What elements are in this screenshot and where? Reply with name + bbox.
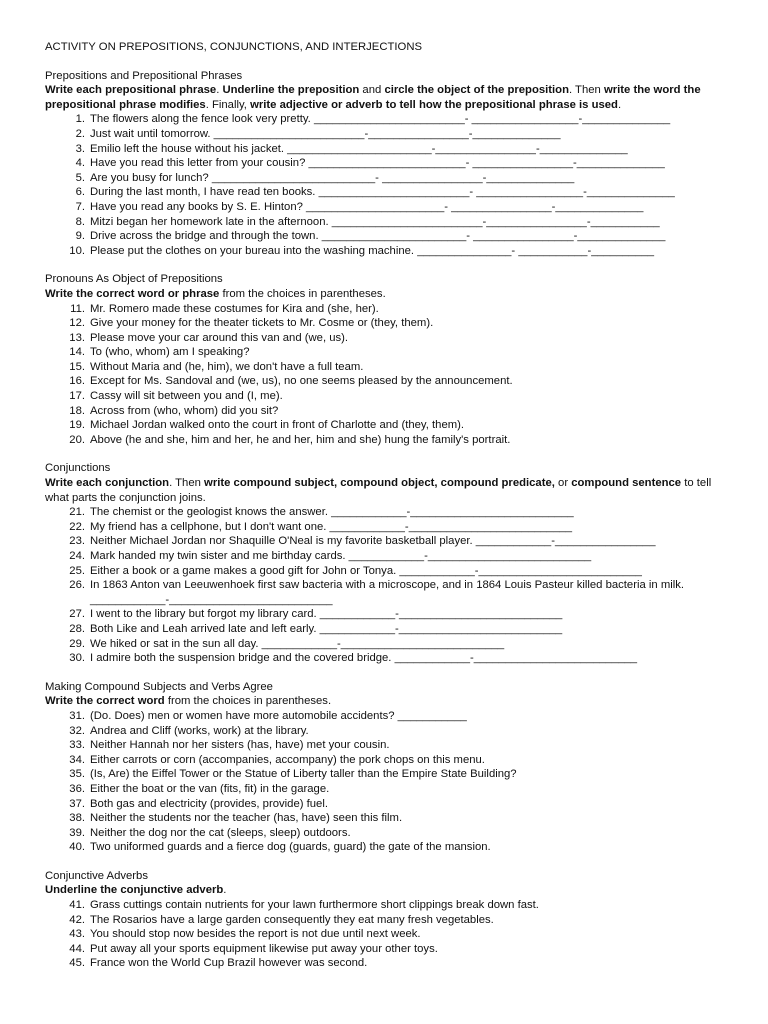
question-number: 17. <box>69 390 85 403</box>
question-text: Except for Ms. Sandoval and (we, us), no one seems pleased by the announcement. <box>90 375 513 388</box>
question-text: Without Maria and (he, him), we don't have a full team. <box>90 360 364 373</box>
question-text: Give your money for the theater tickets to Mr. Cosme or (they, them). <box>90 317 434 330</box>
question-item <box>45 767 735 782</box>
question-number: 45. <box>69 957 85 970</box>
question-item <box>45 534 735 549</box>
question-list <box>45 505 735 666</box>
question-number: 14. <box>69 346 85 359</box>
question-item <box>45 520 735 535</box>
question-text: You should stop now besides the report is not due until next week. <box>90 928 421 941</box>
section-title: Prepositions and Prepositional Phrases <box>45 69 243 82</box>
question-number: 18. <box>69 404 85 417</box>
question-number: 15. <box>69 360 85 373</box>
question-number: 23. <box>69 535 85 548</box>
question-item <box>45 956 735 971</box>
question-text: Mark handed my twin sister and me birthday cards. ____________-__________________________ <box>90 550 592 562</box>
question-item <box>45 142 735 157</box>
question-number: 6. <box>75 186 85 199</box>
question-item <box>45 622 735 637</box>
question-number: 16. <box>69 375 85 388</box>
section-title: Pronouns As Object of Prepositions <box>45 273 223 286</box>
question-text: Neither the dog nor the cat (sleeps, sleep) outdoors. <box>90 826 351 839</box>
instruction-bold-text: compound sentence <box>571 477 682 490</box>
instruction-bold-text: Write each prepositional phrase <box>45 84 217 97</box>
question-text: Just wait until tomorrow. ________________________-________________-______________ <box>90 127 561 140</box>
question-text: Have you read this letter from your cousin? _________________________- ________________-______________ <box>90 157 665 170</box>
question-item <box>45 826 735 841</box>
question-text: Neither Hannah nor her sisters (has, have) met your cousin. <box>90 739 390 752</box>
section <box>45 680 735 855</box>
question-item <box>45 724 735 739</box>
question-text: Mr. Romero made these costumes for Kira and (she, her). <box>90 302 379 315</box>
question-item <box>45 156 735 171</box>
instruction-bold-text: write the word the prepositional phrase modifies <box>45 84 701 111</box>
question-number: 7. <box>75 200 85 213</box>
section-instruction <box>45 287 735 302</box>
instruction-bold-text: Write the correct word or phrase <box>45 287 220 300</box>
question-text: Both Like and Leah arrived late and left early. ____________-__________________________ <box>90 622 563 635</box>
question-text: (Do. Does) men or women have more automobile accidents? ___________ <box>90 709 467 722</box>
question-item <box>45 302 735 317</box>
instruction-text: . <box>223 884 227 897</box>
question-number: 43. <box>69 928 85 941</box>
question-item <box>45 637 735 652</box>
question-item <box>45 185 735 200</box>
question-item <box>45 171 735 186</box>
question-text: Cassy will sit between you and (I, me). <box>90 390 283 403</box>
page-title: ACTIVITY ON PREPOSITIONS, CONJUNCTIONS, AND INTERJECTIONS <box>45 41 423 53</box>
question-text: Put away all your sports equipment likewise put away your other toys. <box>90 942 438 955</box>
section <box>45 69 735 259</box>
question-text: Please put the clothes on your bureau into the washing machine. _______________- ___________-__________ <box>90 244 655 257</box>
question-text: Across from (who, whom) did you sit? <box>90 404 279 417</box>
question-text: The Rosarios have a large garden consequently they eat many fresh vegetables. <box>90 913 494 926</box>
question-text: Please move your car around this van and (we, us). <box>90 331 349 344</box>
question-number: 40. <box>69 841 85 854</box>
instruction-text: . Then <box>568 84 604 97</box>
question-number: 10. <box>69 244 85 257</box>
question-text: I admire both the suspension bridge and the covered bridge. ____________-__________________________ <box>90 652 638 665</box>
question-number: 12. <box>69 317 85 330</box>
instruction-bold-text: Write each conjunction <box>45 477 170 490</box>
question-item <box>45 549 735 564</box>
instruction-text: . Then <box>169 477 205 490</box>
question-number: 33. <box>69 739 85 752</box>
question-text: My friend has a cellphone, but I don't want one. ____________-__________________________ <box>90 520 573 533</box>
question-number: 39. <box>69 826 85 839</box>
question-item <box>45 244 735 259</box>
question-item <box>45 360 735 375</box>
question-item <box>45 927 735 942</box>
question-item <box>45 578 735 607</box>
instruction-text: from the choices in parentheses. <box>219 287 386 300</box>
question-text: France won the World Cup Brazil however was second. <box>90 957 368 970</box>
question-item <box>45 709 735 724</box>
question-number: 25. <box>69 564 85 577</box>
instruction-bold-text: Underline the preposition <box>222 84 360 97</box>
question-item <box>45 404 735 419</box>
question-item <box>45 738 735 753</box>
question-list <box>45 709 735 855</box>
section-instruction <box>45 83 735 112</box>
question-item <box>45 215 735 230</box>
question-list <box>45 898 735 971</box>
section-title: Making Compound Subjects and Verbs Agree <box>45 680 273 693</box>
question-text: Neither Michael Jordan nor Shaquille O'Neal is my favorite basketball player. ____________-________________ <box>90 535 656 548</box>
question-number: 19. <box>69 419 85 432</box>
question-item <box>45 782 735 797</box>
question-item <box>45 607 735 622</box>
question-text: Either the boat or the van (fits, fit) in the garage. <box>90 782 330 795</box>
question-text: Andrea and Cliff (works, work) at the library. <box>90 724 309 737</box>
question-text: Have you read any books by S. E. Hinton? ______________________- ________________-______________ <box>90 200 644 213</box>
question-text: Drive across the bridge and through the town. _______________________- ________________-______________ <box>90 230 666 243</box>
instruction-text: to tell what parts the conjunction joins. <box>45 477 712 504</box>
question-item <box>45 797 735 812</box>
question-list <box>45 302 735 448</box>
question-item <box>45 942 735 957</box>
instruction-bold-text: Write the correct word <box>45 695 165 708</box>
question-item <box>45 913 735 928</box>
question-text: We hiked or sat in the sun all day. ____________-__________________________ <box>90 637 505 650</box>
question-text: In 1863 Anton van Leeuwenhoek first saw bacteria with a microscope, and in 1864 Louis Pasteur killed bacteria in milk. ____________-__________________________ <box>90 579 685 606</box>
question-number: 44. <box>69 942 85 955</box>
question-item <box>45 229 735 244</box>
instruction-text: from the choices in parentheses. <box>164 695 332 708</box>
section-instruction <box>45 883 735 898</box>
question-number: 35. <box>69 768 85 781</box>
instruction-bold-text: circle the object of the preposition <box>384 84 569 97</box>
instruction-text: or <box>554 477 572 490</box>
question-number: 31. <box>69 709 85 722</box>
question-item <box>45 389 735 404</box>
question-text: (Is, Are) the Eiffel Tower or the Statue of Liberty taller than the Empire State Building? <box>90 768 517 781</box>
question-number: 2. <box>75 127 85 140</box>
question-text: To (who, whom) am I speaking? <box>90 346 250 359</box>
question-text: The flowers along the fence look very pretty. ________________________- _________________-______________ <box>90 113 671 126</box>
question-number: 9. <box>75 230 85 243</box>
question-text: Either a book or a game makes a good gift for John or Tonya. ____________-__________________________ <box>90 564 642 577</box>
question-item <box>45 345 735 360</box>
section-title: Conjunctions <box>45 462 111 475</box>
question-number: 27. <box>69 608 85 621</box>
question-number: 3. <box>75 142 85 155</box>
question-text: During the last month, I have read ten books. ________________________- _________________-______________ <box>90 186 675 199</box>
question-number: 13. <box>69 331 85 344</box>
question-text: Are you busy for lunch? __________________________- ________________-______________ <box>90 171 575 184</box>
question-number: 8. <box>75 215 85 228</box>
question-number: 26. <box>69 579 85 592</box>
section <box>45 461 735 665</box>
question-item <box>45 316 735 331</box>
question-item <box>45 200 735 215</box>
question-number: 32. <box>69 724 85 737</box>
question-item <box>45 418 735 433</box>
section-title: Conjunctive Adverbs <box>45 869 148 882</box>
question-item <box>45 564 735 579</box>
instruction-text: and <box>359 84 385 97</box>
question-text: I went to the library but forgot my library card. ____________-__________________________ <box>90 608 563 621</box>
question-item <box>45 898 735 913</box>
question-number: 28. <box>69 622 85 635</box>
question-item <box>45 112 735 127</box>
question-item <box>45 651 735 666</box>
question-item <box>45 433 735 448</box>
question-list <box>45 112 735 258</box>
instruction-text: . Finally, <box>205 98 251 111</box>
question-item <box>45 331 735 346</box>
question-text: Neither the students nor the teacher (has, have) seen this film. <box>90 812 403 825</box>
sections-container <box>45 69 735 971</box>
question-number: 1. <box>75 113 85 126</box>
question-text: The chemist or the geologist knows the answer. ____________-__________________________ <box>90 506 574 519</box>
question-number: 38. <box>69 812 85 825</box>
question-item <box>45 811 735 826</box>
instruction-bold-text: write compound subject, compound object, compound predicate, <box>204 477 555 490</box>
question-item <box>45 505 735 520</box>
section <box>45 272 735 447</box>
section-instruction <box>45 476 735 505</box>
question-number: 11. <box>70 302 85 315</box>
instruction-bold-text: write adjective or adverb to tell how the prepositional phrase is used <box>250 98 618 111</box>
question-number: 21. <box>69 506 85 519</box>
question-item <box>45 840 735 855</box>
section-instruction <box>45 694 735 709</box>
question-text: Mitzi began her homework late in the afternoon. ________________________-________________-___________ <box>90 215 660 228</box>
worksheet-page <box>45 40 735 971</box>
question-text: Michael Jordan walked onto the court in front of Charlotte and (they, them). <box>90 419 465 432</box>
question-text: Both gas and electricity (provides, provide) fuel. <box>90 797 328 810</box>
instruction-bold-text: Underline the conjunctive adverb <box>45 884 224 897</box>
question-number: 5. <box>75 171 85 184</box>
section <box>45 869 735 971</box>
question-text: Above (he and she, him and her, he and her, him and she) hung the family's portrait. <box>90 433 511 446</box>
question-item <box>45 127 735 142</box>
question-number: 34. <box>69 753 85 766</box>
instruction-text: . <box>216 84 223 97</box>
question-number: 30. <box>69 652 85 665</box>
instruction-text: . <box>617 98 622 111</box>
question-text: Grass cuttings contain nutrients for your lawn furthermore short clippings break down fast. <box>90 899 539 912</box>
question-number: 22. <box>69 520 85 533</box>
question-number: 42. <box>69 913 85 926</box>
question-item <box>45 753 735 768</box>
question-text: Emilio left the house without his jacket. _______________________-________________-______________ <box>90 142 628 155</box>
question-number: 24. <box>69 550 85 562</box>
question-number: 37. <box>69 797 85 810</box>
question-text: Either carrots or corn (accompanies, accompany) the pork chops on this menu. <box>90 753 485 766</box>
question-item <box>45 374 735 389</box>
question-number: 20. <box>69 433 85 446</box>
question-number: 41. <box>69 899 85 912</box>
question-text: Two uniformed guards and a fierce dog (guards, guard) the gate of the mansion. <box>90 841 491 854</box>
question-number: 29. <box>69 637 85 650</box>
question-number: 4. <box>75 157 85 170</box>
question-number: 36. <box>69 782 85 795</box>
